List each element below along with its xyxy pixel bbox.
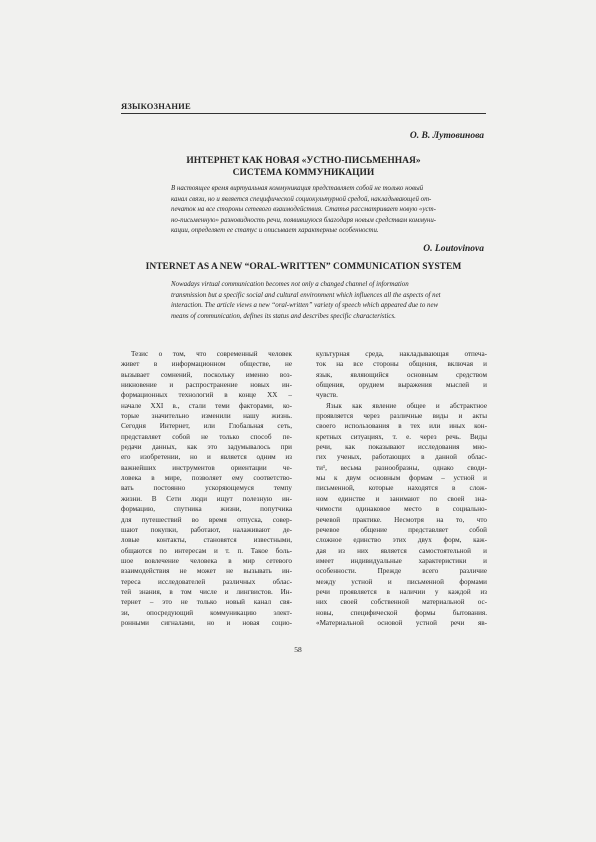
author-ru: О. В. Лутовинова	[409, 131, 484, 141]
header-rule	[121, 113, 486, 114]
body-column-right	[316, 349, 487, 628]
body-text-line: язык, являющийся основным средством	[316, 370, 487, 379]
body-text-line: формацию, спутника жизни, попутчика	[121, 505, 292, 514]
body-text-line: ловые контакты, становятся известными,	[121, 536, 292, 545]
body-text-line: тереса исследователей различных облас-	[121, 577, 292, 586]
abstract-en-line: interaction. The article views a new “oral-written” variety of speech which appeared due to new	[171, 302, 439, 310]
body-text-line: ловека в мире, позволяет ему соответство-	[121, 474, 292, 483]
abstract-ru-line: канал связи, но и является специфической социокультурной средой, накладывающей от-	[171, 195, 432, 203]
body-text-line: ти¹, весьма разнообразны, однако своди-	[316, 463, 487, 472]
abstract-en-line: transmission but a specific social and cultural environment which influences all the aspects of net	[171, 291, 441, 299]
abstract-ru-line: печаток на все стороны сетевого взаимодействия. Статья рассматривает новую «уст-	[171, 206, 436, 214]
abstract-en-line: Nowadays virtual communication becomes not only a changed channel of information	[171, 281, 409, 288]
body-text-line: его изобретении, но и является одним из	[121, 453, 292, 462]
author-en: O. Loutovinova	[423, 244, 484, 254]
body-text-line: кретных ситуациях, т. е. через речь. Виды	[316, 432, 487, 441]
title-ru-line: ИНТЕРНЕТ КАК НОВАЯ «УСТНО-ПИСЬМЕННАЯ»	[186, 156, 421, 166]
body-text-line: вать постоянно ускоряющемуся темпу	[121, 484, 292, 493]
body-text-line: сложное единство этих двух форм, каж-	[316, 536, 487, 545]
abstract-ru-line: но-письменную» разновидность речи, появившуюся благодаря новым средствам коммуни-	[171, 216, 437, 224]
body-text-line: ном единстве и занимают по своей зна-	[316, 494, 487, 503]
body-text-line: шое вовлечение человека в мир сетевого	[121, 556, 292, 565]
abstract-en	[171, 280, 451, 322]
body-text-line: речи проявляется в наличии у каждой из	[316, 587, 487, 596]
body-text-line: тернет – это не только новый канал свя-	[121, 598, 292, 607]
section-label: ЯЗЫКОЗНАНИЕ	[121, 101, 191, 111]
body-text-line: жизни. В Сети люди ищут полезную ин-	[121, 494, 292, 503]
title-ru-line: СИСТЕМА КОММУНИКАЦИИ	[232, 167, 375, 178]
body-text-line: Язык как явление общее и абстрактное	[326, 401, 487, 410]
body-text-line: письменной, которые находятся в слож-	[316, 484, 487, 493]
body-text-line: особенности. Прежде всего различие	[316, 567, 487, 576]
body-text-line: Сегодня Интернет, или Глобальная сеть,	[121, 422, 292, 431]
body-text-line: «Материальной основой устной речи яв-	[316, 618, 487, 627]
abstract-ru-line: В настоящее время виртуальная коммуникация представляет собой не только новый	[171, 185, 424, 192]
body-text-line: чимости одинаковое место в социально-	[316, 505, 487, 514]
body-text-line: взаимодействия не может не вызывать ин-	[121, 567, 292, 576]
body-text-line: новы, специфической формы бытования.	[316, 608, 487, 617]
body-text-line: культурная среда, накладывающая отпеча-	[316, 350, 487, 358]
body-text-line: представляет собой не только способ пе-	[121, 432, 292, 441]
body-text-line: ток на все стороны общения, включая и	[316, 360, 487, 369]
body-text-line: никновение и распространение новых ин-	[121, 381, 292, 390]
abstract-ru	[171, 184, 451, 237]
body-text-line: для путешествий во время отпуска, совер-	[121, 515, 292, 524]
body-text-line: тей знания, в том числе и лингвистов. Ин-	[121, 587, 292, 596]
body-text-line: редачи данных, как это задумывалось при	[121, 443, 292, 452]
body-text-line: речевой практике. Несмотря на то, что	[316, 515, 487, 524]
body-text-line: ронными сигналами, но и новая социо-	[121, 618, 292, 627]
body-text-line: речевое общение представляет собой	[316, 525, 487, 534]
body-text-line: формационных технологий в конце XX –	[121, 391, 292, 400]
body-text-line: дая из них является самостоятельной и	[316, 546, 487, 555]
body-text-line: речи, как показывают исследования мно-	[316, 443, 487, 452]
body-text-line: проявляется через различные виды и акты	[316, 412, 487, 421]
abstract-en-line: means of communication, defines its status and describes specific characteristics.	[171, 312, 396, 320]
body-text-line: вызывает сомнений, поскольку именно воз-	[121, 370, 292, 379]
body-text-line: живет в информационном обществе, не	[121, 360, 292, 369]
article-title-en: INTERNET AS A NEW “ORAL-WRITTEN” COMMUNICATION SYSTEM	[145, 262, 462, 272]
body-text-line: гих ученых, работающих в данной облас-	[316, 453, 487, 462]
article-title-ru	[121, 156, 486, 179]
body-text-line: своего использования в тех или иных кон-	[316, 422, 487, 431]
body-text-line: шают покупки, работают, налаживают де-	[121, 525, 292, 534]
body-text-line: мы к двум основным формам – устной и	[316, 474, 487, 483]
body-text-line: Тезис о том, что современный человек	[131, 350, 292, 358]
body-column-left	[121, 349, 292, 628]
body-text-line: важнейших инструментов ориентации че-	[121, 463, 292, 472]
body-text-line: между устной и письменной формами	[316, 577, 487, 586]
body-text-line: зи, опосредующий коммуникацию элект-	[121, 608, 292, 617]
body-text-line: имеет индивидуальные характеристики и	[316, 556, 487, 565]
body-text-line: общаются по интересам и т. п. Такое боль-	[121, 546, 292, 555]
body-text-line: чувств.	[316, 391, 338, 400]
body-text-line: них своей собственной материальной ос-	[316, 598, 487, 607]
abstract-ru-line: кации, определяет ее статус и описывает характерные особенности.	[171, 227, 379, 235]
page-number: 58	[294, 645, 302, 654]
body-text-line: начале XXI в., стали теми факторами, ко-	[121, 401, 292, 410]
body-text-line: торые значительно изменили нашу жизнь.	[121, 412, 292, 421]
body-text-line: общения, орудием выражения мыслей и	[316, 381, 487, 390]
